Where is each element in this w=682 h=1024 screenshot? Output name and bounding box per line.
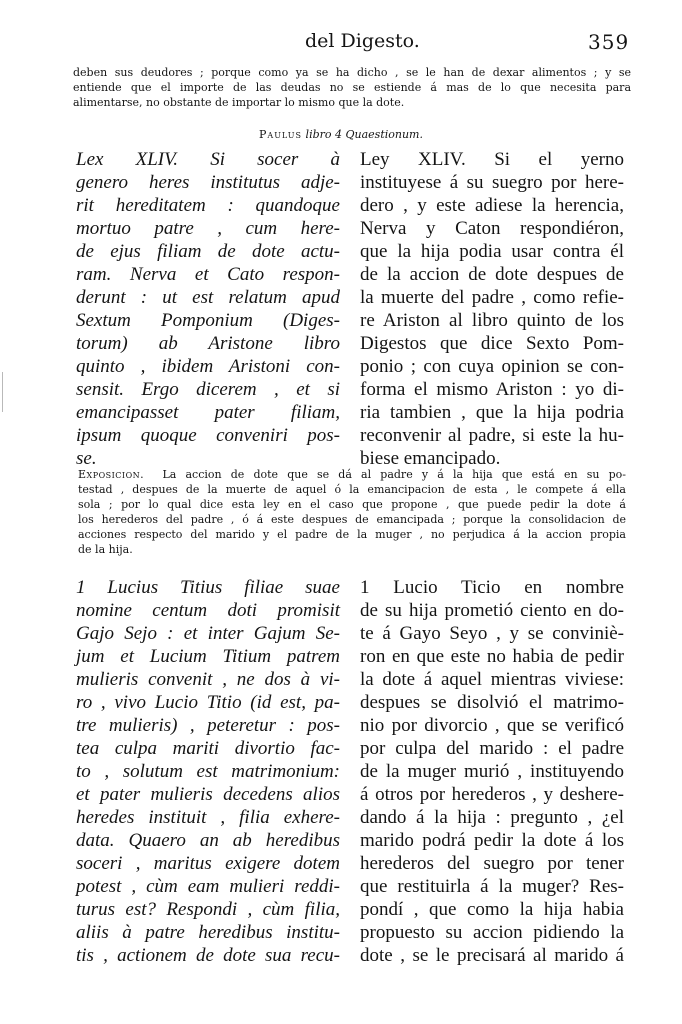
latin-line: potest , cùm eam mulieri reddi- [76, 876, 340, 897]
spanish-line: propuesto su accion pidiendo la [360, 922, 624, 943]
latin-line: Sextum Pomponium (Diges- [76, 310, 340, 331]
spanish-line: Nerva y Caton respondiéron, [360, 218, 624, 239]
spanish-line: nio por divorcio , que se verificó [360, 715, 624, 736]
intro-line: alimentarse, no obstante de importar lo mismo que la dote. [73, 96, 405, 109]
latin-line: Lex XLIV. Si socer à [76, 149, 340, 170]
latin-line: mortuo patre , cum here- [76, 218, 340, 239]
source-author: Paulus [259, 128, 303, 141]
running-head [0, 30, 682, 60]
latin-line: tre mulieris) , peteretur : pos- [76, 715, 340, 736]
intro-line: deben sus deudores ; porque como ya se ha dicho , se le han de dexar alimentos ; y se [73, 66, 631, 79]
exposicion-label: Exposicion. [78, 468, 145, 481]
spanish-line: de la accion de dote despues de [360, 264, 624, 285]
exposicion-line: testad , despues de la muerte de aquel ó la emancipacion de esta , le compete á ella [78, 483, 626, 496]
latin-line: se. [76, 448, 97, 469]
latin-line: genero heres institutus adje- [76, 172, 340, 193]
source-citation [0, 128, 682, 141]
spanish-line: la dote á aquel mientras viviese: [360, 669, 624, 690]
spanish-line: dote , se le precisará al marido á [360, 945, 624, 966]
spanish-line: marido podrá pedir la dote á los [360, 830, 624, 851]
exposicion-line: de la hija. [78, 543, 133, 556]
latin-line: ipsum quoque conveniri pos- [76, 425, 340, 446]
spanish-line: dando á la hija : pregunto , ¿el [360, 807, 624, 828]
latin-line: mulieris convenit , ne dos à vi- [76, 669, 340, 690]
latin-line: rit hereditatem : quandoque [76, 195, 340, 216]
spanish-line: ponio ; con cuya opinion se con- [360, 356, 624, 377]
latin-line: ram. Nerva et Cato respon- [76, 264, 340, 285]
spanish-line: reconvenir al padre, si este la hu- [360, 425, 624, 446]
latin-line: tis , actionem de dote sua recu- [76, 945, 340, 966]
paragraph-1-latin [76, 576, 340, 967]
latin-line: aliis à patre heredibus institu- [76, 922, 340, 943]
exposicion-commentary [78, 467, 626, 557]
latin-line: et pater mulieris decedens alios [76, 784, 340, 805]
spanish-line: Ley XLIV. Si el yerno [360, 149, 624, 170]
exposicion-line [78, 467, 626, 482]
spanish-line: te á Gayo Seyo , y se conviniè- [360, 623, 624, 644]
spanish-line: instituyese á su suegro por here- [360, 172, 624, 193]
running-title: del Digesto. [305, 30, 420, 52]
spanish-line: ria tambien , que la hija podria [360, 402, 624, 423]
spanish-line: por culpa del marido : el padre [360, 738, 624, 759]
latin-line: torum) ab Aristone libro [76, 333, 340, 354]
exposicion-line: acciones respecto del marido y el padre de la muger , no perjudica á la accion propia [78, 528, 626, 541]
exposicion-line: los herederos del padre , ó á este despues de emancipada ; porque la consolidacion de [78, 513, 626, 526]
exposicion-text: La accion de dote que se dá al padre y á la hija que está en su po- [162, 468, 626, 481]
spanish-line: herederos del suegro por tener [360, 853, 624, 874]
latin-line: quinto , ibidem Aristoni con- [76, 356, 340, 377]
spanish-line: á otros por herederos , y deshere- [360, 784, 624, 805]
spanish-line: dero , y este adiese la herencia, [360, 195, 624, 216]
latin-line: Gajo Sejo : et inter Gajum Se- [76, 623, 340, 644]
spanish-line: despues se disolvió el matrimo- [360, 692, 624, 713]
latin-line: jum et Lucium Titium patrem [76, 646, 340, 667]
spanish-line: de su hija prometió ciento en do- [360, 600, 624, 621]
spanish-line: biese emancipado. [360, 448, 501, 469]
spanish-line: ron en que este no habia de pedir [360, 646, 624, 667]
spanish-line: de la muger murió , instituyendo [360, 761, 624, 782]
latin-line: soceri , maritus exigere dotem [76, 853, 340, 874]
spanish-line: 1 Lucio Ticio en nombre [360, 577, 624, 598]
spanish-line: Digestos que dice Sexto Pom- [360, 333, 624, 354]
spanish-line: que restituirla á la muger? Res- [360, 876, 624, 897]
latin-line: ro , vivo Lucio Titio (id est, pa- [76, 692, 340, 713]
latin-line: tea culpa mariti divortio fac- [76, 738, 340, 759]
exposicion-line: sola ; por lo qual dice esta ley en el caso que propone , que puede pedir la dote á [78, 498, 626, 511]
latin-line: 1 Lucius Titius filiae suae [76, 577, 340, 598]
latin-line: sensit. Ergo dicerem , et si [76, 379, 340, 400]
intro-paragraph [73, 65, 631, 110]
spanish-line: forma el mismo Ariston : yo di- [360, 379, 624, 400]
source-book: libro 4 Quaestionum. [305, 128, 423, 141]
latin-line: emancipasset pater filiam, [76, 402, 340, 423]
spanish-line: pondí , que como la hija habia [360, 899, 624, 920]
margin-mark [2, 372, 3, 412]
lex-spanish-text [360, 148, 624, 470]
latin-line: de ejus filiam de dote actu- [76, 241, 340, 262]
latin-line: turus est? Respondi , cùm filia, [76, 899, 340, 920]
spanish-line: que la hija podia usar contra él [360, 241, 624, 262]
latin-line: nomine centum doti promisit [76, 600, 340, 621]
spanish-line: la muerte del padre , como refie- [360, 287, 624, 308]
latin-line: to , solutum est matrimonium: [76, 761, 340, 782]
page-number: 359 [588, 30, 630, 54]
latin-line: derunt : ut est relatum apud [76, 287, 340, 308]
paragraph-1-spanish [360, 576, 624, 967]
lex-latin-text [76, 148, 340, 470]
spanish-line: re Ariston al libro quinto de los [360, 310, 624, 331]
latin-line: data. Quaero an ab heredibus [76, 830, 340, 851]
intro-line: entiende que el importe de las deudas no se estiende á mas de lo que necesita para [73, 81, 631, 94]
latin-line: heredes instituit , filia exhere- [76, 807, 340, 828]
